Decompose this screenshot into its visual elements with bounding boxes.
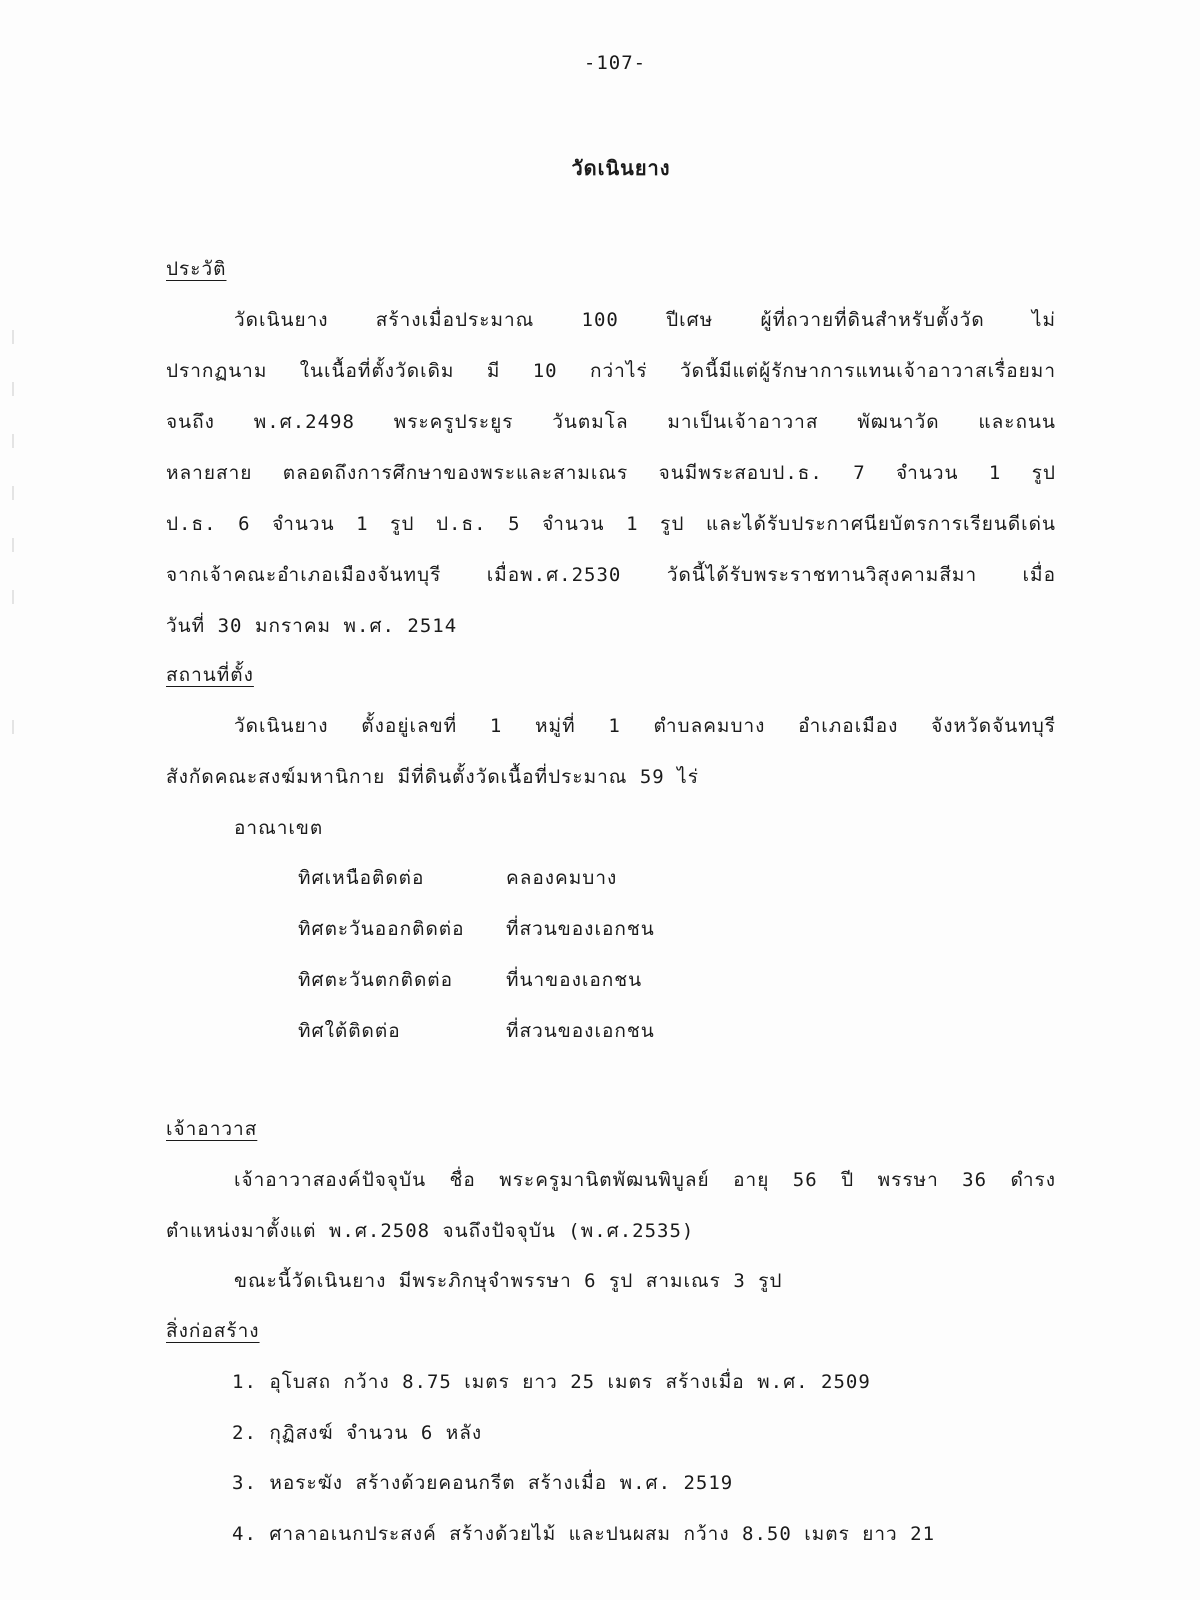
location-line: วัดเนินยาง ตั้งอยู่เลขที่ 1 หมู่ที่ 1 ตำบลคมบาง อำเภอเมือง จังหวัดจันทบุรี	[234, 715, 1056, 737]
boundary-row-west	[298, 965, 642, 995]
building-item: 2. กุฏิสงฆ์ จำนวน 6 หลัง	[232, 1422, 483, 1444]
history-heading: ประวัติ	[166, 258, 227, 280]
abbot-line: ตำแหน่งมาตั้งแต่ พ.ศ.2508 จนถึงปัจจุบัน (พ.ศ.2535)	[166, 1220, 695, 1242]
history-line: จากเจ้าคณะอำเภอเมืองจันทบุรี เมื่อพ.ศ.2530 วัดนี้ได้รับพระราชทานวิสุงคามสีมา เมื่อ	[166, 564, 1056, 586]
building-item: 3. หอระฆัง สร้างด้วยคอนกรีต สร้างเมื่อ พ.ศ. 2519	[232, 1472, 734, 1494]
boundary-row-east	[298, 914, 655, 944]
page-number: -107-	[583, 52, 647, 74]
history-line: หลายสาย ตลอดถึงการศึกษาของพระและสามเณร จนมีพระสอบป.ธ. 7 จำนวน 1 รูป	[166, 462, 1056, 484]
bleed-mark	[12, 330, 22, 344]
building-item: 1. อุโบสถ กว้าง 8.75 เมตร ยาว 25 เมตร สร้างเมื่อ พ.ศ. 2509	[232, 1371, 871, 1393]
document-title: วัดเนินยาง	[571, 156, 671, 180]
abbot-line: ขณะนี้วัดเนินยาง มีพระภิกษุจำพรรษา 6 รูป สามเณร 3 รูป	[234, 1270, 783, 1292]
bleed-mark	[12, 486, 22, 500]
boundary-direction: ทิศเหนือติดต่อ	[298, 867, 425, 889]
boundary-value: คลองคมบาง	[506, 867, 618, 889]
boundary-value: ที่นาของเอกชน	[506, 969, 643, 991]
boundary-value: ที่สวนของเอกชน	[506, 1020, 655, 1042]
boundary-direction: ทิศตะวันตกติดต่อ	[298, 969, 454, 991]
history-line: วัดเนินยาง สร้างเมื่อประมาณ 100 ปีเศษ ผู้ที่ถวายที่ดินสำหรับตั้งวัด ไม่	[234, 309, 1056, 331]
bleed-mark	[12, 434, 22, 448]
boundary-row-south	[298, 1016, 655, 1046]
boundary-value: ที่สวนของเอกชน	[506, 918, 655, 940]
boundary-row-north	[298, 863, 617, 893]
bleed-mark	[12, 590, 22, 604]
history-line: ป.ธ. 6 จำนวน 1 รูป ป.ธ. 5 จำนวน 1 รูป และได้รับประกาศนียบัตรการเรียนดีเด่น	[166, 513, 1056, 535]
abbot-heading: เจ้าอาวาส	[166, 1118, 258, 1140]
buildings-heading: สิ่งก่อสร้าง	[166, 1320, 260, 1342]
boundary-label: อาณาเขต	[234, 817, 324, 839]
history-line: ปรากฏนาม ในเนื้อที่ตั้งวัดเดิม มี 10 กว่าไร่ วัดนี้มีแต่ผู้รักษาการแทนเจ้าอาวาสเรื่อยมา	[166, 360, 1056, 382]
history-line: วันที่ 30 มกราคม พ.ศ. 2514	[166, 615, 458, 637]
location-line: สังกัดคณะสงฆ์มหานิกาย มีที่ดินตั้งวัดเนื้อที่ประมาณ 59 ไร่	[166, 766, 699, 788]
bleed-mark	[12, 538, 22, 552]
history-line: จนถึง พ.ศ.2498 พระครูประยูร วันตมโล มาเป็นเจ้าอาวาส พัฒนาวัด และถนน	[166, 411, 1056, 433]
building-item: 4. ศาลาอเนกประสงค์ สร้างด้วยไม้ และปนผสม กว้าง 8.50 เมตร ยาว 21	[232, 1523, 936, 1545]
bleed-mark	[12, 720, 22, 734]
abbot-line: เจ้าอาวาสองค์ปัจจุบัน ชื่อ พระครูมานิตพัฒนพิบูลย์ อายุ 56 ปี พรรษา 36 ดำรง	[234, 1169, 1056, 1191]
bleed-mark	[12, 382, 22, 396]
boundary-direction: ทิศใต้ติดต่อ	[298, 1020, 401, 1042]
location-heading: สถานที่ตั้ง	[166, 664, 254, 686]
boundary-direction: ทิศตะวันออกติดต่อ	[298, 918, 465, 940]
